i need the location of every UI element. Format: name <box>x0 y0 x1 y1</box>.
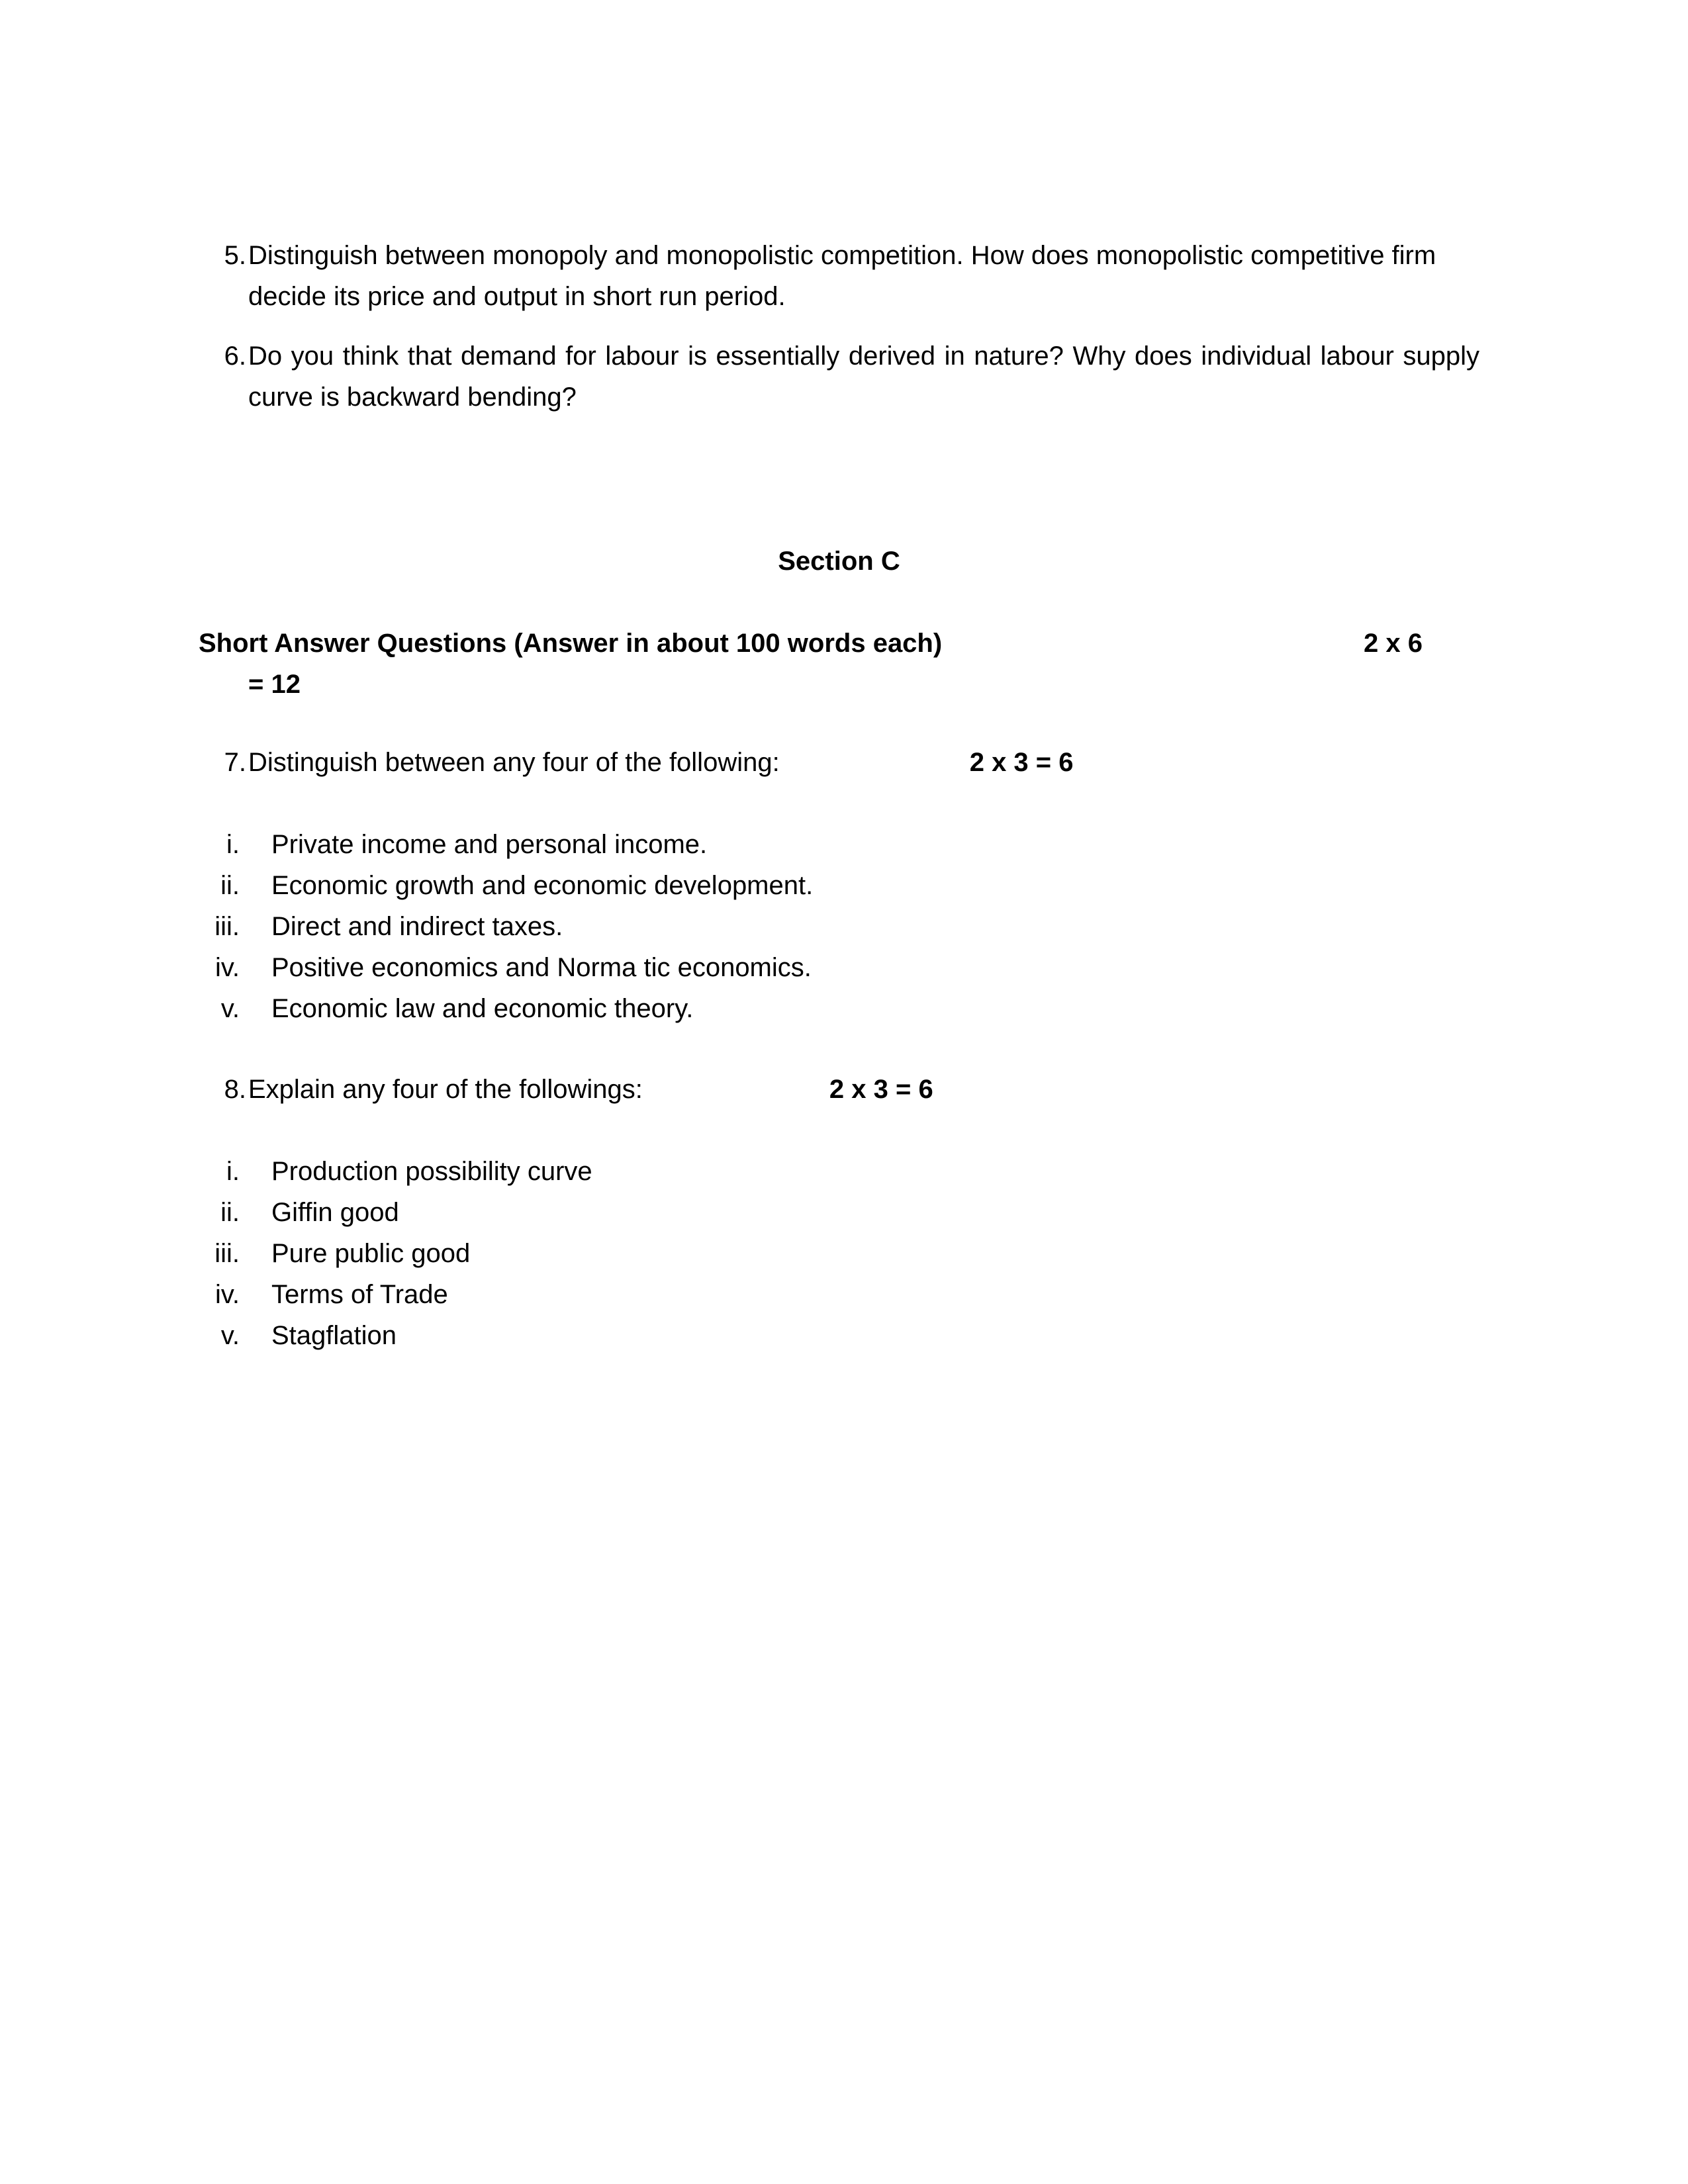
sub-numeral: iv. <box>214 953 240 982</box>
list-item <box>199 906 1479 947</box>
list-item <box>199 1151 1479 1192</box>
spacer-before-section <box>199 418 1479 541</box>
list-item <box>199 865 1479 906</box>
sub-numeral: ii. <box>220 871 240 900</box>
sub-text: Stagflation <box>271 1321 397 1350</box>
sub-text: Private income and personal income. <box>271 830 708 859</box>
question-8 <box>199 1069 1479 1110</box>
question-8-marks: 2 x 3 = 6 <box>829 1075 933 1104</box>
sub-numeral: ii. <box>220 1198 240 1227</box>
list-item <box>199 1274 1479 1315</box>
question-7-number: 7. <box>224 748 246 777</box>
sub-text: Positive economics and Norma tic economics. <box>271 953 812 982</box>
spacer-before-q7 <box>199 705 1479 742</box>
list-item <box>199 988 1479 1029</box>
spacer-section-heading <box>199 582 1479 623</box>
sub-numeral: i. <box>226 830 240 859</box>
page-content <box>199 0 1479 1356</box>
question-5-text: Distinguish between monopoly and monopolistic competition. How does monopolistic competitive firm decide its price and output in short run period. <box>248 241 1436 311</box>
sub-numeral: i. <box>226 1157 240 1186</box>
question-6-number: 6. <box>224 341 246 371</box>
spacer-q8-list <box>199 1110 1479 1151</box>
question-7 <box>199 742 1479 783</box>
top-margin-spacer <box>199 0 1479 235</box>
sub-text: Pure public good <box>271 1239 471 1268</box>
short-answer-heading <box>199 623 1479 664</box>
section-heading: Section C <box>778 547 900 576</box>
short-answer-marks: 2 x 6 <box>1364 629 1423 658</box>
list-item <box>199 1192 1479 1233</box>
sub-numeral: v. <box>220 1321 240 1350</box>
question-7-line <box>248 742 1479 783</box>
question-7-marks: 2 x 3 = 6 <box>969 748 1074 777</box>
question-8-text: Explain any four of the followings: <box>248 1075 643 1104</box>
sub-numeral: v. <box>220 994 240 1023</box>
sub-text: Economic growth and economic development. <box>271 871 814 900</box>
spacer-q7-list <box>199 783 1479 824</box>
question-6 <box>199 336 1479 418</box>
spacer-q5-q6 <box>199 317 1479 336</box>
list-item <box>199 1315 1479 1356</box>
sub-text: Direct and indirect taxes. <box>271 912 563 941</box>
question-6-text: Do you think that demand for labour is essentially derived in nature? Why does individual labour supply curve is backward bending? <box>248 341 1479 412</box>
question-8-body <box>246 1069 1479 1110</box>
list-item <box>199 1233 1479 1274</box>
spacer-before-q8 <box>199 1029 1479 1069</box>
question-7-sublist <box>199 824 1479 1029</box>
short-answer-title: Short Answer Questions (Answer in about 100 words each) <box>199 629 943 658</box>
sub-text: Terms of Trade <box>271 1280 448 1309</box>
sub-numeral: iii. <box>214 912 240 941</box>
short-answer-marks-continuation: = 12 <box>248 670 301 699</box>
question-5-number: 5. <box>224 241 246 270</box>
question-8-number: 8. <box>224 1075 246 1104</box>
list-item <box>199 947 1479 988</box>
sub-text: Giffin good <box>271 1198 399 1227</box>
question-5 <box>199 235 1479 317</box>
question-7-body <box>246 742 1479 783</box>
sub-text: Production possibility curve <box>271 1157 592 1186</box>
sub-text: Economic law and economic theory. <box>271 994 694 1023</box>
question-8-line <box>248 1069 1479 1110</box>
question-8-sublist <box>199 1151 1479 1356</box>
sub-numeral: iii. <box>214 1239 240 1268</box>
list-item <box>199 824 1479 865</box>
question-7-text: Distinguish between any four of the following: <box>248 748 780 777</box>
sub-numeral: iv. <box>214 1280 240 1309</box>
